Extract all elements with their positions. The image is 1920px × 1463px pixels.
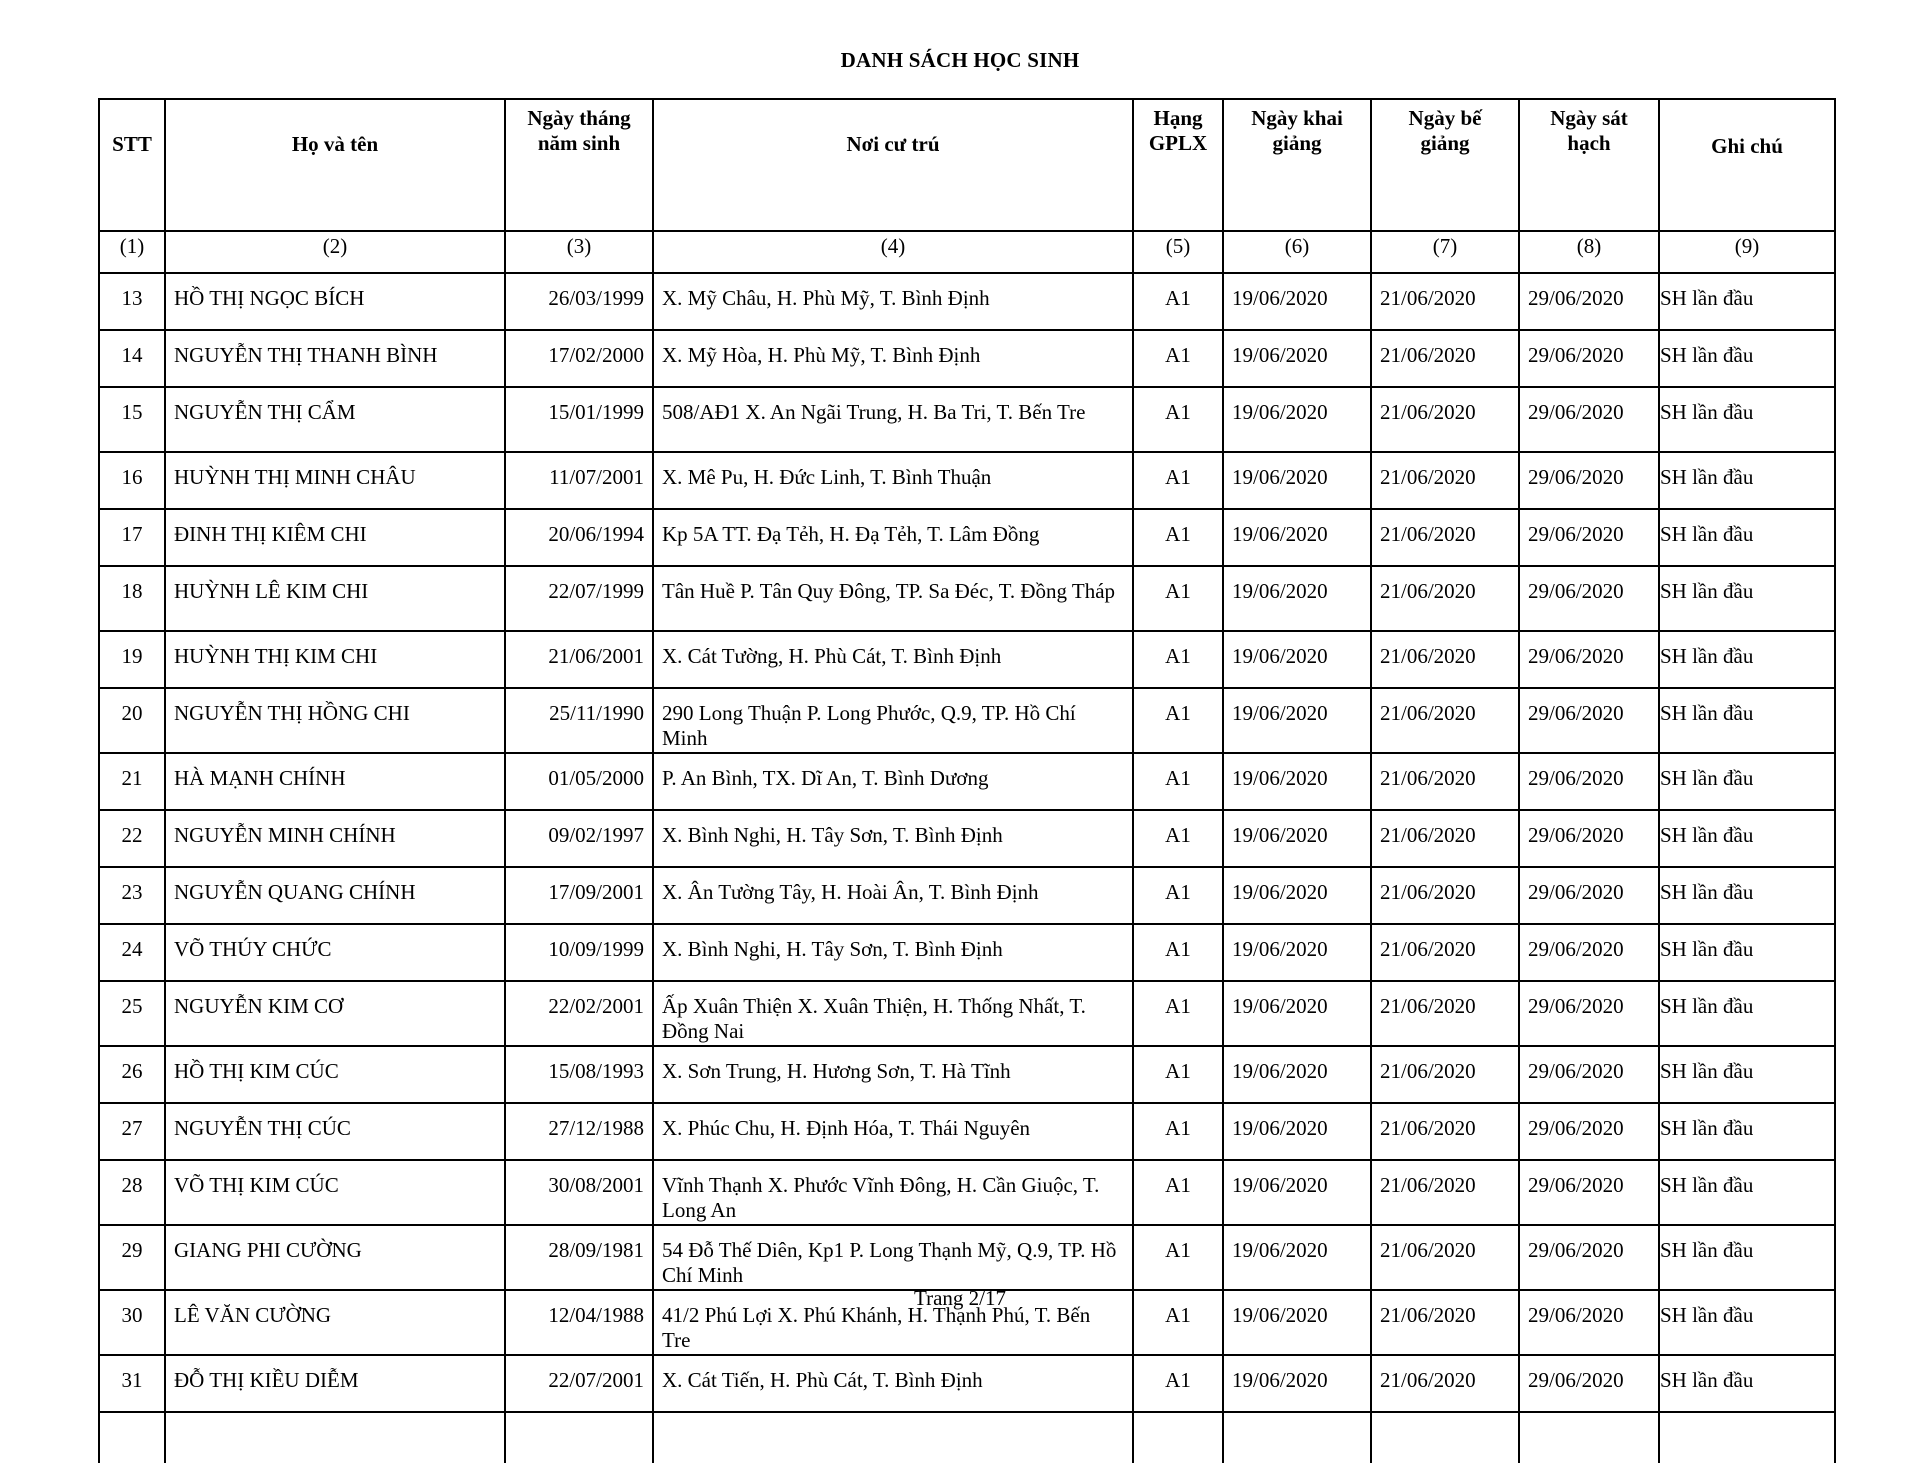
column-number: (9): [1659, 231, 1835, 273]
row-exam-date: 29/06/2020: [1519, 273, 1659, 330]
row-exam-date: 29/06/2020: [1519, 1160, 1659, 1225]
row-start-date: 19/06/2020: [1223, 1225, 1371, 1290]
row-exam-date: 29/06/2020: [1519, 753, 1659, 810]
column-number: (2): [165, 231, 505, 273]
row-exam-date: 29/06/2020: [1519, 631, 1659, 688]
row-end-date: 21/06/2020: [1371, 1046, 1519, 1103]
row-license-class: A1: [1133, 330, 1223, 387]
row-name: NGUYỄN QUANG CHÍNH: [165, 867, 505, 924]
row-license-class: A1: [1133, 452, 1223, 509]
row-start-date: 19/06/2020: [1223, 452, 1371, 509]
student-table: [98, 98, 1836, 1463]
row-dob: 10/09/1999: [505, 924, 653, 981]
row-license-class: A1: [1133, 1046, 1223, 1103]
row-exam-date: 29/06/2020: [1519, 1225, 1659, 1290]
row-note: SH lần đầu: [1659, 1103, 1835, 1160]
row-license-class: A1: [1133, 810, 1223, 867]
row-name: HỒ THỊ NGỌC BÍCH: [165, 273, 505, 330]
row-end-date: 21/06/2020: [1371, 387, 1519, 452]
column-number: (4): [653, 231, 1133, 273]
row-note: SH lần đầu: [1659, 631, 1835, 688]
row-name: NGUYỄN THỊ CÚC: [165, 1103, 505, 1160]
row-start-date: 19/06/2020: [1223, 566, 1371, 631]
row-name: HUỲNH THỊ KIM CHI: [165, 631, 505, 688]
row-exam-date: 29/06/2020: [1519, 1046, 1659, 1103]
row-start-date: 19/06/2020: [1223, 753, 1371, 810]
row-license-class: A1: [1133, 509, 1223, 566]
column-number: (1): [99, 231, 165, 273]
row-license-class: A1: [1133, 631, 1223, 688]
row-name: HUỲNH THỊ MINH CHÂU: [165, 452, 505, 509]
column-number: (6): [1223, 231, 1371, 273]
row-license-class: A1: [1133, 566, 1223, 631]
table-row: [99, 753, 1835, 810]
row-exam-date: 29/06/2020: [1519, 566, 1659, 631]
row-license-class: A1: [1133, 1103, 1223, 1160]
row-start-date: 19/06/2020: [1223, 273, 1371, 330]
row-address: 41/2 Phú Lợi X. Phú Khánh, H. Thạnh Phú, T. Bến Tre: [653, 1290, 1133, 1355]
row-exam-date: 29/06/2020: [1519, 509, 1659, 566]
row-address: X. Bình Nghi, H. Tây Sơn, T. Bình Định: [653, 924, 1133, 981]
row-start-date: 19/06/2020: [1223, 1290, 1371, 1355]
row-name: NGUYỄN MINH CHÍNH: [165, 810, 505, 867]
table-row: [99, 1355, 1835, 1412]
row-end-date: 21/06/2020: [1371, 810, 1519, 867]
header-address: Nơi cư trú: [653, 99, 1133, 231]
row-license-class: A1: [1133, 981, 1223, 1046]
row-note: SH lần đầu: [1659, 688, 1835, 753]
row-exam-date: 29/06/2020: [1519, 330, 1659, 387]
table-row: [99, 810, 1835, 867]
row-exam-date: 29/06/2020: [1519, 924, 1659, 981]
row-address: X. Bình Nghi, H. Tây Sơn, T. Bình Định: [653, 810, 1133, 867]
row-end-date: 21/06/2020: [1371, 566, 1519, 631]
row-end-date: 21/06/2020: [1371, 1290, 1519, 1355]
column-number-row: [99, 231, 1835, 273]
header-license-class: Hạng GPLX: [1133, 99, 1223, 231]
row-address: X. Phúc Chu, H. Định Hóa, T. Thái Nguyên: [653, 1103, 1133, 1160]
row-stt: 30: [99, 1290, 165, 1355]
row-dob: 11/07/2001: [505, 452, 653, 509]
row-start-date: 19/06/2020: [1223, 1160, 1371, 1225]
row-exam-date: 29/06/2020: [1519, 867, 1659, 924]
row-dob: 22/02/2001: [505, 981, 653, 1046]
row-note: SH lần đầu: [1659, 1046, 1835, 1103]
row-end-date: 21/06/2020: [1371, 753, 1519, 810]
row-address: X. Mê Pu, H. Đức Linh, T. Bình Thuận: [653, 452, 1133, 509]
table-row: [99, 273, 1835, 330]
row-dob: 22/07/1999: [505, 566, 653, 631]
row-name: ĐINH THỊ KIÊM CHI: [165, 509, 505, 566]
empty-cell: [165, 1412, 505, 1463]
row-address: Ấp Xuân Thiện X. Xuân Thiện, H. Thống Nhất, T. Đồng Nai: [653, 981, 1133, 1046]
row-name: NGUYỄN THỊ CẨM: [165, 387, 505, 452]
row-start-date: 19/06/2020: [1223, 1046, 1371, 1103]
row-address: 54 Đỗ Thế Diên, Kp1 P. Long Thạnh Mỹ, Q.9, TP. Hồ Chí Minh: [653, 1225, 1133, 1290]
row-name: NGUYỄN KIM CƠ: [165, 981, 505, 1046]
row-note: SH lần đầu: [1659, 509, 1835, 566]
header-note: Ghi chú: [1659, 99, 1835, 231]
row-end-date: 21/06/2020: [1371, 631, 1519, 688]
row-license-class: A1: [1133, 273, 1223, 330]
row-stt: 13: [99, 273, 165, 330]
header-stt: STT: [99, 99, 165, 231]
empty-cell: [1371, 1412, 1519, 1463]
row-address: X. Mỹ Hòa, H. Phù Mỹ, T. Bình Định: [653, 330, 1133, 387]
row-note: SH lần đầu: [1659, 330, 1835, 387]
row-note: SH lần đầu: [1659, 273, 1835, 330]
row-note: SH lần đầu: [1659, 1160, 1835, 1225]
table-row: [99, 452, 1835, 509]
column-number: (5): [1133, 231, 1223, 273]
row-start-date: 19/06/2020: [1223, 810, 1371, 867]
row-dob: 28/09/1981: [505, 1225, 653, 1290]
row-stt: 21: [99, 753, 165, 810]
row-stt: 15: [99, 387, 165, 452]
row-exam-date: 29/06/2020: [1519, 1103, 1659, 1160]
row-address: Tân Huề P. Tân Quy Đông, TP. Sa Đéc, T. Đồng Tháp: [653, 566, 1133, 631]
row-start-date: 19/06/2020: [1223, 509, 1371, 566]
table-row: [99, 981, 1835, 1046]
row-stt: 19: [99, 631, 165, 688]
row-name: HỒ THỊ KIM CÚC: [165, 1046, 505, 1103]
table-row: [99, 566, 1835, 631]
row-stt: 24: [99, 924, 165, 981]
row-end-date: 21/06/2020: [1371, 981, 1519, 1046]
row-dob: 17/02/2000: [505, 330, 653, 387]
row-name: GIANG PHI CƯỜNG: [165, 1225, 505, 1290]
row-end-date: 21/06/2020: [1371, 1225, 1519, 1290]
row-license-class: A1: [1133, 1355, 1223, 1412]
header-end-date: Ngày bế giảng: [1371, 99, 1519, 231]
empty-cell: [1659, 1412, 1835, 1463]
row-dob: 15/01/1999: [505, 387, 653, 452]
row-note: SH lần đầu: [1659, 1225, 1835, 1290]
row-address: 290 Long Thuận P. Long Phước, Q.9, TP. Hồ Chí Minh: [653, 688, 1133, 753]
row-start-date: 19/06/2020: [1223, 688, 1371, 753]
column-number: (3): [505, 231, 653, 273]
row-note: SH lần đầu: [1659, 1355, 1835, 1412]
row-dob: 25/11/1990: [505, 688, 653, 753]
row-dob: 09/02/1997: [505, 810, 653, 867]
row-note: SH lần đầu: [1659, 566, 1835, 631]
table-row: [99, 924, 1835, 981]
row-note: SH lần đầu: [1659, 452, 1835, 509]
header-start-date: Ngày khai giảng: [1223, 99, 1371, 231]
row-dob: 17/09/2001: [505, 867, 653, 924]
row-dob: 26/03/1999: [505, 273, 653, 330]
table-row: [99, 1160, 1835, 1225]
row-stt: 26: [99, 1046, 165, 1103]
row-end-date: 21/06/2020: [1371, 452, 1519, 509]
row-note: SH lần đầu: [1659, 1290, 1835, 1355]
empty-row: [99, 1412, 1835, 1463]
row-stt: 29: [99, 1225, 165, 1290]
row-name: VÕ THÚY CHỨC: [165, 924, 505, 981]
table-row: [99, 631, 1835, 688]
row-start-date: 19/06/2020: [1223, 1103, 1371, 1160]
row-note: SH lần đầu: [1659, 387, 1835, 452]
row-name: NGUYỄN THỊ HỒNG CHI: [165, 688, 505, 753]
row-dob: 01/05/2000: [505, 753, 653, 810]
row-address: X. Mỹ Châu, H. Phù Mỹ, T. Bình Định: [653, 273, 1133, 330]
row-license-class: A1: [1133, 753, 1223, 810]
row-address: P. An Bình, TX. Dĩ An, T. Bình Dương: [653, 753, 1133, 810]
row-stt: 25: [99, 981, 165, 1046]
row-name: NGUYỄN THỊ THANH BÌNH: [165, 330, 505, 387]
row-address: X. Ân Tường Tây, H. Hoài Ân, T. Bình Định: [653, 867, 1133, 924]
row-start-date: 19/06/2020: [1223, 330, 1371, 387]
row-end-date: 21/06/2020: [1371, 273, 1519, 330]
row-address: Vĩnh Thạnh X. Phước Vĩnh Đông, H. Cần Giuộc, T. Long An: [653, 1160, 1133, 1225]
table-row: [99, 1046, 1835, 1103]
row-dob: 12/04/1988: [505, 1290, 653, 1355]
row-stt: 20: [99, 688, 165, 753]
empty-cell: [1133, 1412, 1223, 1463]
row-license-class: A1: [1133, 1290, 1223, 1355]
table-row: [99, 1225, 1835, 1290]
row-license-class: A1: [1133, 688, 1223, 753]
row-end-date: 21/06/2020: [1371, 924, 1519, 981]
header-row: [99, 99, 1835, 231]
row-dob: 30/08/2001: [505, 1160, 653, 1225]
row-note: SH lần đầu: [1659, 981, 1835, 1046]
row-dob: 27/12/1988: [505, 1103, 653, 1160]
row-note: SH lần đầu: [1659, 867, 1835, 924]
row-name: LÊ VĂN CƯỜNG: [165, 1290, 505, 1355]
row-name: VÕ THỊ KIM CÚC: [165, 1160, 505, 1225]
row-stt: 23: [99, 867, 165, 924]
row-start-date: 19/06/2020: [1223, 981, 1371, 1046]
row-exam-date: 29/06/2020: [1519, 1290, 1659, 1355]
table-row: [99, 387, 1835, 452]
row-start-date: 19/06/2020: [1223, 631, 1371, 688]
row-stt: 22: [99, 810, 165, 867]
row-license-class: A1: [1133, 1160, 1223, 1225]
row-exam-date: 29/06/2020: [1519, 387, 1659, 452]
row-start-date: 19/06/2020: [1223, 924, 1371, 981]
row-address: X. Cát Tường, H. Phù Cát, T. Bình Định: [653, 631, 1133, 688]
row-address: X. Cát Tiến, H. Phù Cát, T. Bình Định: [653, 1355, 1133, 1412]
row-stt: 14: [99, 330, 165, 387]
row-exam-date: 29/06/2020: [1519, 1355, 1659, 1412]
row-name: ĐỖ THỊ KIỀU DIỄM: [165, 1355, 505, 1412]
empty-cell: [653, 1412, 1133, 1463]
row-dob: 20/06/1994: [505, 509, 653, 566]
row-note: SH lần đầu: [1659, 924, 1835, 981]
row-dob: 21/06/2001: [505, 631, 653, 688]
page-title: DANH SÁCH HỌC SINH: [840, 48, 1080, 72]
empty-cell: [99, 1412, 165, 1463]
row-dob: 22/07/2001: [505, 1355, 653, 1412]
row-license-class: A1: [1133, 924, 1223, 981]
row-address: X. Sơn Trung, H. Hương Sơn, T. Hà Tĩnh: [653, 1046, 1133, 1103]
row-stt: 27: [99, 1103, 165, 1160]
table-row: [99, 867, 1835, 924]
empty-cell: [505, 1412, 653, 1463]
row-stt: 18: [99, 566, 165, 631]
row-stt: 31: [99, 1355, 165, 1412]
row-end-date: 21/06/2020: [1371, 330, 1519, 387]
row-end-date: 21/06/2020: [1371, 1160, 1519, 1225]
row-start-date: 19/06/2020: [1223, 387, 1371, 452]
row-license-class: A1: [1133, 867, 1223, 924]
row-exam-date: 29/06/2020: [1519, 688, 1659, 753]
header-exam-date: Ngày sát hạch: [1519, 99, 1659, 231]
column-number: (8): [1519, 231, 1659, 273]
row-address: 508/AĐ1 X. An Ngãi Trung, H. Ba Tri, T. Bến Tre: [653, 387, 1133, 452]
row-note: SH lần đầu: [1659, 810, 1835, 867]
table-row: [99, 1103, 1835, 1160]
row-name: HÀ MẠNH CHÍNH: [165, 753, 505, 810]
row-exam-date: 29/06/2020: [1519, 452, 1659, 509]
row-license-class: A1: [1133, 387, 1223, 452]
row-end-date: 21/06/2020: [1371, 509, 1519, 566]
page-number: Trang 2/17: [914, 1286, 1006, 1310]
row-note: SH lần đầu: [1659, 753, 1835, 810]
row-license-class: A1: [1133, 1225, 1223, 1290]
column-number: (7): [1371, 231, 1519, 273]
row-stt: 16: [99, 452, 165, 509]
header-dob: Ngày tháng năm sinh: [505, 99, 653, 231]
row-stt: 28: [99, 1160, 165, 1225]
row-exam-date: 29/06/2020: [1519, 981, 1659, 1046]
header-name: Họ và tên: [165, 99, 505, 231]
row-end-date: 21/06/2020: [1371, 1103, 1519, 1160]
table-row: [99, 330, 1835, 387]
row-exam-date: 29/06/2020: [1519, 810, 1659, 867]
row-end-date: 21/06/2020: [1371, 1355, 1519, 1412]
row-start-date: 19/06/2020: [1223, 867, 1371, 924]
row-dob: 15/08/1993: [505, 1046, 653, 1103]
row-end-date: 21/06/2020: [1371, 688, 1519, 753]
row-start-date: 19/06/2020: [1223, 1355, 1371, 1412]
table-row: [99, 688, 1835, 753]
empty-cell: [1223, 1412, 1371, 1463]
row-stt: 17: [99, 509, 165, 566]
row-end-date: 21/06/2020: [1371, 867, 1519, 924]
empty-cell: [1519, 1412, 1659, 1463]
table-row: [99, 509, 1835, 566]
row-name: HUỲNH LÊ KIM CHI: [165, 566, 505, 631]
row-address: Kp 5A TT. Đạ Tẻh, H. Đạ Tẻh, T. Lâm Đồng: [653, 509, 1133, 566]
